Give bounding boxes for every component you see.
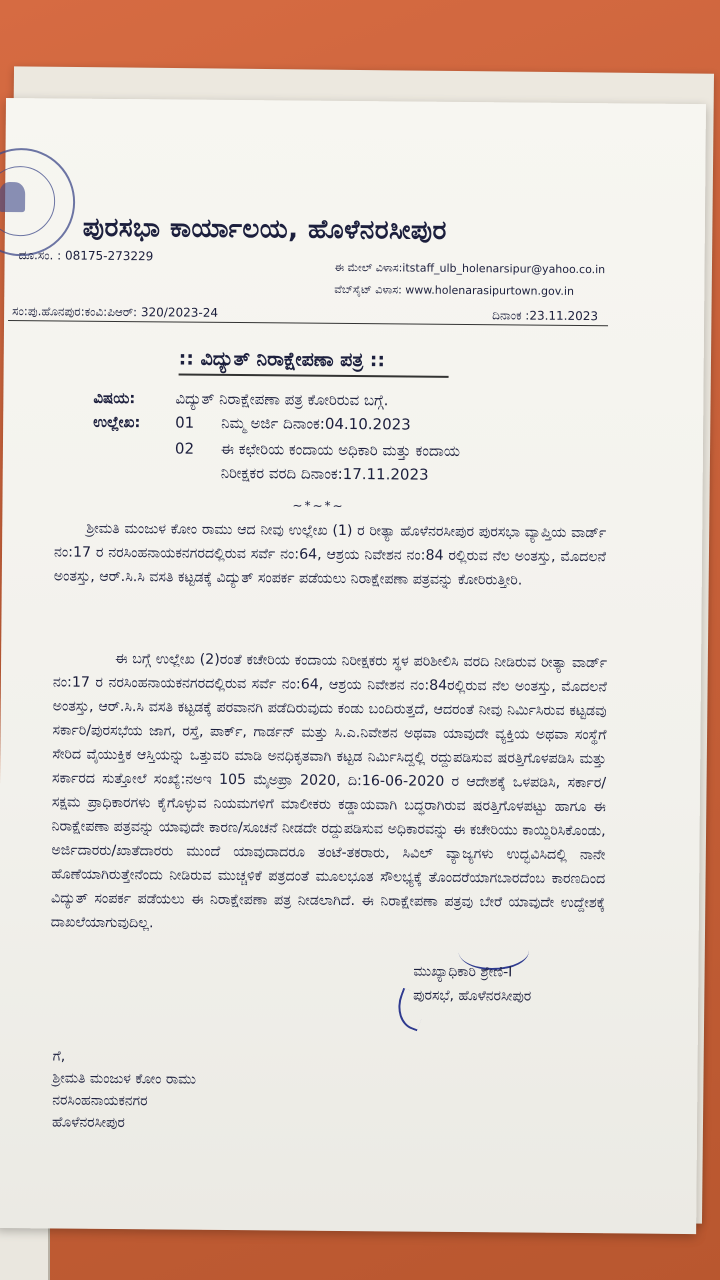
website-address: ವೆಬ್‌ಸೈಟ್ ವಿಳಾಸ: www.holenarasipurtown.gov.in [334, 282, 575, 298]
signatory-designation: ಮುಖ್ಯಾಧಿಕಾರಿ ಶ್ರೇಣಿ-I [413, 963, 513, 981]
recipient-city: ಹೊಳೆನರಸೀಪುರ [51, 1114, 125, 1132]
reference-number-1: 01 [175, 413, 195, 432]
references-label: ಉಲ್ಲೇಖ: [93, 412, 141, 432]
subject-text: ವಿದ್ಯುತ್ ನಿರಾಕ್ಷೇಪಣಾ ಪತ್ರ ಕೋರಿರುವ ಬಗ್ಗೆ. [175, 389, 389, 410]
email-address: ಈ ಮೇಲ್ ವಿಳಾಸ:itstaff_ulb_holenarsipur@yahoo.co.in [334, 260, 606, 277]
letter-sheet [0, 98, 706, 1234]
letter-date: ದಿನಾಂಕ :23.11.2023 [492, 308, 599, 324]
letterhead-title: ಪುರಸಭಾ ಕಾರ್ಯಾಲಯ, ಹೊಳೆನರಸೀಪುರ [82, 212, 447, 246]
title-underline [179, 374, 449, 378]
office-seal-stamp [0, 148, 76, 257]
signatory-office: ಪುರಸಭೆ, ಹೊಳೆನರಸೀಪುರ [413, 987, 532, 1005]
phone-number: ದೂ.ಸಂ. : 08175-273229 [18, 248, 154, 264]
emblem-icon [0, 182, 25, 212]
reference-text-2: ಈ ಕಛೇರಿಯ ಕಂದಾಯ ಅಧಿಕಾರಿ ಮತ್ತು ಕಂದಾಯ [220, 439, 461, 460]
reference-text-2-cont: ನಿರೀಕ್ಷಕರ ವರದಿ ದಿನಾಂಕ:17.11.2023 [220, 463, 429, 484]
recipient-locality: ನರಸಿಂಹನಾಯಕನಗರ [52, 1092, 148, 1110]
recipient-name: ಶ್ರೀಮತಿ ಮಂಜುಳ ಕೋಂ ರಾಮು [52, 1070, 197, 1088]
reference-number: ಸಂ:ಪು.ಹೊನಪುರ:ಕಂವಿ:ಪಿಆರ್: 320/2023-24 [12, 304, 219, 320]
document-title: :: ವಿದ್ಯುತ್ ನಿರಾಕ್ಷೇಪಣಾ ಪತ್ರ :: [178, 347, 386, 372]
reference-number-2: 02 [174, 439, 195, 458]
section-divider: ~*~*~ [292, 498, 345, 513]
body-paragraph-1: ಶ್ರೀಮತಿ ಮಂಜುಳ ಕೋಂ ರಾಮು ಆದ ನೀವು ಉಲ್ಲೇಖ (1) ರ ರೀತ್ಯಾ ಹೊಳೆನರಸೀಪುರ ಪುರಸಭಾ ವ್ಯಾಪ್ತಿಯ ವಾರ್ಡ್ ನಂ:17 ರ ನರಸಿಂಹನಾಯಕನಗರದಲ್ಲಿರುವ ಸರ್ವೆ ನಂ:64, ಆಶ್ರಯ ನಿವೇಶನ ನಂ:84 ರಲ್ಲಿರುವ ನೆಲ ಅಂತಸ್ತು, ಮೊದಲನೆ ಅಂತಸ್ತು, ಆರ್.ಸಿ.ಸಿ ವಸತಿ ಕಟ್ಟಡಕ್ಕೆ ವಿದ್ಯುತ್ ಸಂಪರ್ಕ ಪಡೆಯಲು ನಿರಾಕ್ಷೇಪಣಾ ಪತ್ರವನ್ನು ಕೋರಿರುತ್ತೀರಿ. [53, 520, 607, 589]
body-paragraph-2: ಈ ಬಗ್ಗೆ ಉಲ್ಲೇಖ (2)ರಂತೆ ಕಚೇರಿಯ ಕಂದಾಯ ನಿರೀಕ್ಷಕರು ಸ್ಥಳ ಪರಿಶೀಲಿಸಿ ವರದಿ ನೀಡಿರುವ ರೀತ್ಯಾ ವಾರ್ಡ್ ನಂ:17 ರ ನರಸಿಂಹನಾಯಕನಗರದಲ್ಲಿರುವ ಸರ್ವೆ ನಂ:64, ಆಶ್ರಯ ನಿವೇಶನ ನಂ:84ರಲ್ಲಿರುವ ನೆಲ ಅಂತಸ್ತು, ಮೊದಲನೆ ಅಂತಸ್ತು, ಆರ್.ಸಿ.ಸಿ ವಸತಿ ಕಟ್ಟಡಕ್ಕೆ ಪರವಾನಗಿ ಪಡೆದಿರುವುದು ಕಂಡು ಬಂದಿರುತ್ತದೆ, ಆದರಂತೆ ನೀವು ನಿರ್ಮಿಸಿರುವ ಕಟ್ಟಡವು ಸರ್ಕಾರಿ/ಪುರಸಭೆಯ ಜಾಗ, ರಸ್ತೆ, ಪಾರ್ಕ್, ಗಾರ್ಡನ್ ಮತ್ತು ಸಿ.ಎ.ನಿವೇಶನ ಅಥವಾ ಯಾವುದೇ ವ್ಯಕ್ತಿಯ ಅಥವಾ ಸಂಸ್ಥೆಗೆ ಸೇರಿದ ವೈಯುಕ್ತಿಕ ಆಸ್ತಿಯನ್ನು ಒತ್ತುವರಿ ಮಾಡಿ ಅನಧಿಕೃತವಾಗಿ ಕಟ್ಟಡ ನಿರ್ಮಿಸಿದ್ದಲ್ಲಿ ರದ್ದುಪಡಿಸುವ ಷರತ್ತಿಗೊಳಪಡಿಸಿ ಮತ್ತು ಸರ್ಕಾರದ ಸುತ್ತೋಲೆ ಸಂಖ್ಯೆ:ನಅಇ 105 ಮೈಅಪ್ರಾ 2020, ದಿ:16-06-2020 ರ ಆದೇಶಕ್ಕೆ ಒಳಪಡಿಸಿ, ಸರ್ಕಾರ/ಸಕ್ಷಮ ಪ್ರಾಧಿಕಾರಗಳು ಕೈಗೊಳ್ಳುವ ನಿಯಮಗಳಿಗೆ ಮಾಲೀಕರು ಕಡ್ಡಾಯವಾಗಿ ಬದ್ಧರಾಗಿರುವ ಷರತ್ತಿಗೊಳಪಟ್ಟು ಹಾಗೂ ಈ ನಿರಾಕ್ಷೇಪಣಾ ಪತ್ರವನ್ನು ಯಾವುದೇ ಕಾರಣ/ಸೂಚನೆ ನೀಡದೇ ರದ್ದುಪಡಿಸುವ ಅಧಿಕಾರವನ್ನು ಈ ಕಚೇರಿಯು ಕಾಯ್ದಿರಿಸಿಕೊಂಡು, ಅರ್ಜಿದಾರರು/ಖಾತೆದಾರರು ಮುಂದೆ ಯಾವುದಾದರೂ ತಂಟೆ-ತಕರಾರು, ಸಿವಿಲ್ ವ್ಯಾಜ್ಯಗಳು ಉದ್ಭವಿಸಿದಲ್ಲಿ ನಾನೇ ಹೊಣೆಯಾಗಿರುತ್ತೇನೆಂದು ನೀಡಿರುವ ಮುಚ್ಚಳಿಕೆ ಪತ್ರದಂತೆ ಮೂಲಭೂತ ಸೌಲಭ್ಯಕ್ಕೆ ತೊಂದರೆಯಾಗಬಾರದೆಂಬ ಕಾರಣದಿಂದ ವಿದ್ಯುತ್ ಸಂಪರ್ಕ ಪಡೆಯಲು ಈ ನಿರಾಕ್ಷೇಪಣಾ ಪತ್ರ ನೀಡಲಾಗಿದೆ. ಈ ನಿರಾಕ್ಷೇಪಣಾ ಪತ್ರವು ಬೇರೆ ಯಾವುದೇ ಉದ್ದೇಶಕ್ಕೆ ದಾಖಲೆಯಾಗುವುದಿಲ್ಲ. [50, 650, 608, 932]
reference-text-1: ನಿಮ್ಮ ಅರ್ಜಿ ದಿನಾಂಕ:04.10.2023 [221, 413, 411, 434]
recipient-label: ಗೆ, [52, 1048, 66, 1065]
subject-label: ವಿಷಯ: [93, 388, 136, 408]
